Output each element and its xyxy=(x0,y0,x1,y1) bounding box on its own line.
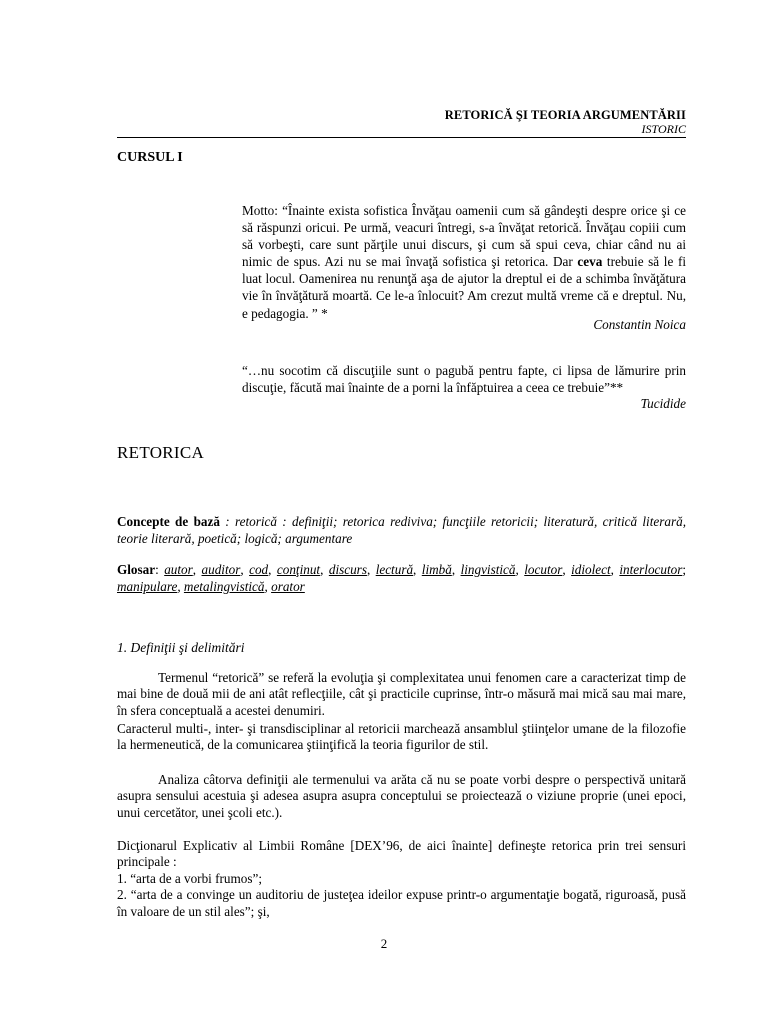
paragraph-3: Analiza câtorva definiţii ale termenului va arăta că nu se poate vorbi despre o perspectivă unitară asupra sensului acestuia şi adesea asupra asupra conceptului se proiectează o viziune proprie (unei epoci, unui cercetător, unei şcoli etc.). xyxy=(117,772,686,820)
motto-text-after: trebuie să le fi luat locul. Oamenirea nu renunţă aşa de ajutor la dreptul ei de a schimba învăţătura vie în învăţătură moartă. Ce le-a înlocuit? Am crezut multă vreme că e dreptul. Nu, e pedagogia. ” * xyxy=(242,254,686,321)
header-rule xyxy=(117,137,686,138)
paragraph-2: Caracterul multi-, inter- şi transdisciplinar al retoricii marchează ansamblul ştiinţelor umane de la filozofie la hermeneutică, de la comunicarea ştiinţifică la teoria figurilor de stil. xyxy=(117,721,686,753)
glosar-term: limbă xyxy=(421,562,452,577)
paragraph-1: Termenul “retorică” se referă la evoluţia şi complexitatea unui fenomen care a caracterizat timp de mai bine de două mii de ani atât reflecţiile, cât şi practicile cuprinse, într-o măsură mai mică sau mai mare, în sfera conceptuală a acestei denumiri. xyxy=(117,670,686,718)
list-item-2: 2. “arta de a convinge un auditoriu de justeţea ideilor expuse printr-o argumentaţie bogată, riguroasă, pusă în valoare de un stil ales”; şi, xyxy=(117,887,686,919)
list-item-1: 1. “arta de a vorbi frumos”; xyxy=(117,870,263,886)
glosar-term: conţinut xyxy=(276,562,321,577)
glosar-term: idiolect xyxy=(571,562,611,577)
second-quote-author: Tucidide xyxy=(640,396,686,411)
second-quote: “…nu socotim că discuţiile sunt o pagubă pentru fapte, ci lipsa de lămurire prin discuţie, făcută mai înainte de a porni la înfăptuirea a ceea ce trebuie”** xyxy=(242,363,686,396)
glosar-term: auditor xyxy=(201,562,241,577)
glosar-term: locutor xyxy=(524,562,563,577)
glosar: Glosar: autor, auditor, cod, conţinut, discurs, lectură, limbă, lingvistică, locutor, idiolect, interlocutor; manipulare, metalingvistică, orator xyxy=(117,562,687,594)
motto-author: Constantin Noica xyxy=(593,317,686,332)
running-header-title: RETORICĂ ŞI TEORIA ARGUMENTĂRII xyxy=(444,108,686,122)
course-label: CURSUL I xyxy=(117,150,183,165)
glosar-term: interlocutor xyxy=(619,562,683,577)
concepte-text: : retorică : definiţii; retorica rediviva; funcţiile retoricii; literatură, critică literară, teorie literară, poetică; logică; argumentare xyxy=(117,514,686,546)
glosar-term: discurs xyxy=(328,562,367,577)
glosar-term: lectură xyxy=(375,562,414,577)
paragraph-4 xyxy=(117,838,686,920)
glosar-label: Glosar xyxy=(117,562,156,577)
glosar-term: metalingvistică xyxy=(183,579,265,594)
glosar-term: manipulare xyxy=(117,579,178,594)
concepte-de-baza xyxy=(117,513,686,547)
running-header-subtitle: ISTORIC xyxy=(641,122,686,136)
glosar-term: cod xyxy=(249,562,269,577)
motto-bold-word: ceva xyxy=(577,254,603,270)
concepte-label: Concepte de bază xyxy=(117,514,220,529)
motto-text: Motto: “Înainte exista sofistica Învăţau oamenii cum să gândeşti despre orice şi ce să răspunzi oricui. Pe urmă, veacuri întregi, s-a învăţat retorică. Învăţau copiii cum să vorbeşti, care sunt părţile unui discurs, şi cum să spui ceva, chiar când nu ai nimic de spus. Azi nu se mai învaţă sofistica şi retorica. Dar xyxy=(242,203,686,270)
motto-quote xyxy=(242,202,686,322)
subsection-title: 1. Definiţii şi delimitări xyxy=(117,640,245,655)
glosar-term: autor xyxy=(164,562,193,577)
section-heading: RETORICA xyxy=(117,443,205,462)
glosar-term: orator xyxy=(271,579,305,594)
glosar-term: lingvistică xyxy=(460,562,516,577)
paragraph-4-text: Dicţionarul Explicativ al Limbii Române [DEX’96, de aici înainte] defineşte retorica prin trei sensuri principale : xyxy=(117,838,686,870)
page-number: 2 xyxy=(380,936,388,951)
